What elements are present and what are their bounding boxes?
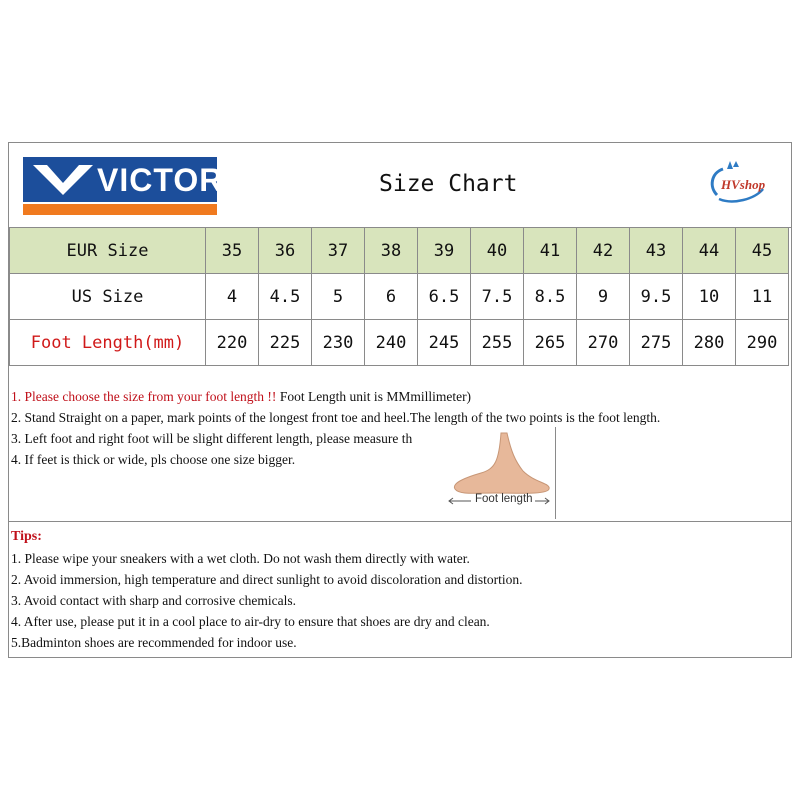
page-title: Size Chart bbox=[379, 171, 518, 197]
victor-v-icon bbox=[33, 165, 93, 195]
tip-item: 1. Please wipe your sneakers with a wet cloth. Do not wash them directly with water. bbox=[11, 551, 470, 566]
table-cell: 4.5 bbox=[259, 274, 312, 320]
table-cell: 225 bbox=[259, 320, 312, 366]
instruction-line bbox=[11, 389, 471, 405]
instruction-text: Foot Length unit is MMmillimeter) bbox=[276, 389, 472, 404]
table-cell: 39 bbox=[418, 228, 471, 274]
table-cell: 8.5 bbox=[524, 274, 577, 320]
table-cell: 270 bbox=[577, 320, 630, 366]
table-row-us bbox=[10, 274, 789, 320]
table-cell: 7.5 bbox=[471, 274, 524, 320]
table-cell: 245 bbox=[418, 320, 471, 366]
table-cell: 5 bbox=[312, 274, 365, 320]
size-table bbox=[9, 227, 789, 366]
tips-section bbox=[9, 521, 791, 657]
row-label: US Size bbox=[10, 274, 206, 320]
victor-logo bbox=[23, 157, 224, 215]
foot-illustration bbox=[445, 431, 555, 511]
table-cell: 43 bbox=[630, 228, 683, 274]
table-cell: 6 bbox=[365, 274, 418, 320]
table-cell: 4 bbox=[206, 274, 259, 320]
table-cell: 9 bbox=[577, 274, 630, 320]
tip-item: 2. Avoid immersion, high temperature and direct sunlight to avoid discoloration and distortion. bbox=[11, 572, 523, 587]
table-cell: 6.5 bbox=[418, 274, 471, 320]
table-cell: 255 bbox=[471, 320, 524, 366]
header bbox=[9, 143, 791, 228]
table-cell: 220 bbox=[206, 320, 259, 366]
table-cell: 230 bbox=[312, 320, 365, 366]
table-cell: 42 bbox=[577, 228, 630, 274]
table-cell: 280 bbox=[683, 320, 736, 366]
instruction-line: 3. Left foot and right foot will be slight different length, please measure th bbox=[11, 431, 413, 446]
table-cell: 40 bbox=[471, 228, 524, 274]
tip-item: 5.Badminton shoes are recommended for indoor use. bbox=[11, 635, 297, 650]
divider-line bbox=[555, 427, 556, 519]
size-chart-sheet bbox=[8, 142, 792, 658]
shop-logo bbox=[703, 159, 773, 209]
table-cell: 9.5 bbox=[630, 274, 683, 320]
table-cell: 38 bbox=[365, 228, 418, 274]
table-cell: 265 bbox=[524, 320, 577, 366]
table-cell: 37 bbox=[312, 228, 365, 274]
table-cell: 290 bbox=[736, 320, 789, 366]
table-cell: 240 bbox=[365, 320, 418, 366]
tips-title: Tips: bbox=[11, 529, 42, 544]
table-cell: 36 bbox=[259, 228, 312, 274]
tip-item: 4. After use, please put it in a cool place to air-dry to ensure that shoes are dry and clean. bbox=[11, 614, 490, 629]
brand-name: VICTOR bbox=[97, 162, 224, 198]
row-label: EUR Size bbox=[10, 228, 206, 274]
table-cell: 275 bbox=[630, 320, 683, 366]
instruction-line: 2. Stand Straight on a paper, mark points of the longest front toe and heel.The length of the two points is the foot length. bbox=[11, 410, 661, 425]
table-row-eur bbox=[10, 228, 789, 274]
table-cell: 41 bbox=[524, 228, 577, 274]
table-cell: 11 bbox=[736, 274, 789, 320]
table-cell: 10 bbox=[683, 274, 736, 320]
instruction-line: 4. If feet is thick or wide, pls choose one size bigger. bbox=[11, 452, 296, 467]
table-cell: 45 bbox=[736, 228, 789, 274]
instruction-highlight: 1. Please choose the size from your foot length !! bbox=[11, 389, 277, 404]
shop-name: HVshop bbox=[721, 177, 766, 192]
measure-instructions bbox=[9, 381, 791, 522]
logo-orange-bar bbox=[23, 204, 217, 215]
foot-length-label: Foot length bbox=[475, 493, 533, 505]
table-cell: 35 bbox=[206, 228, 259, 274]
table-row-foot-length bbox=[10, 320, 789, 366]
tip-item: 3. Avoid contact with sharp and corrosive chemicals. bbox=[11, 593, 297, 608]
row-label: Foot Length(mm) bbox=[10, 320, 206, 366]
table-cell: 44 bbox=[683, 228, 736, 274]
